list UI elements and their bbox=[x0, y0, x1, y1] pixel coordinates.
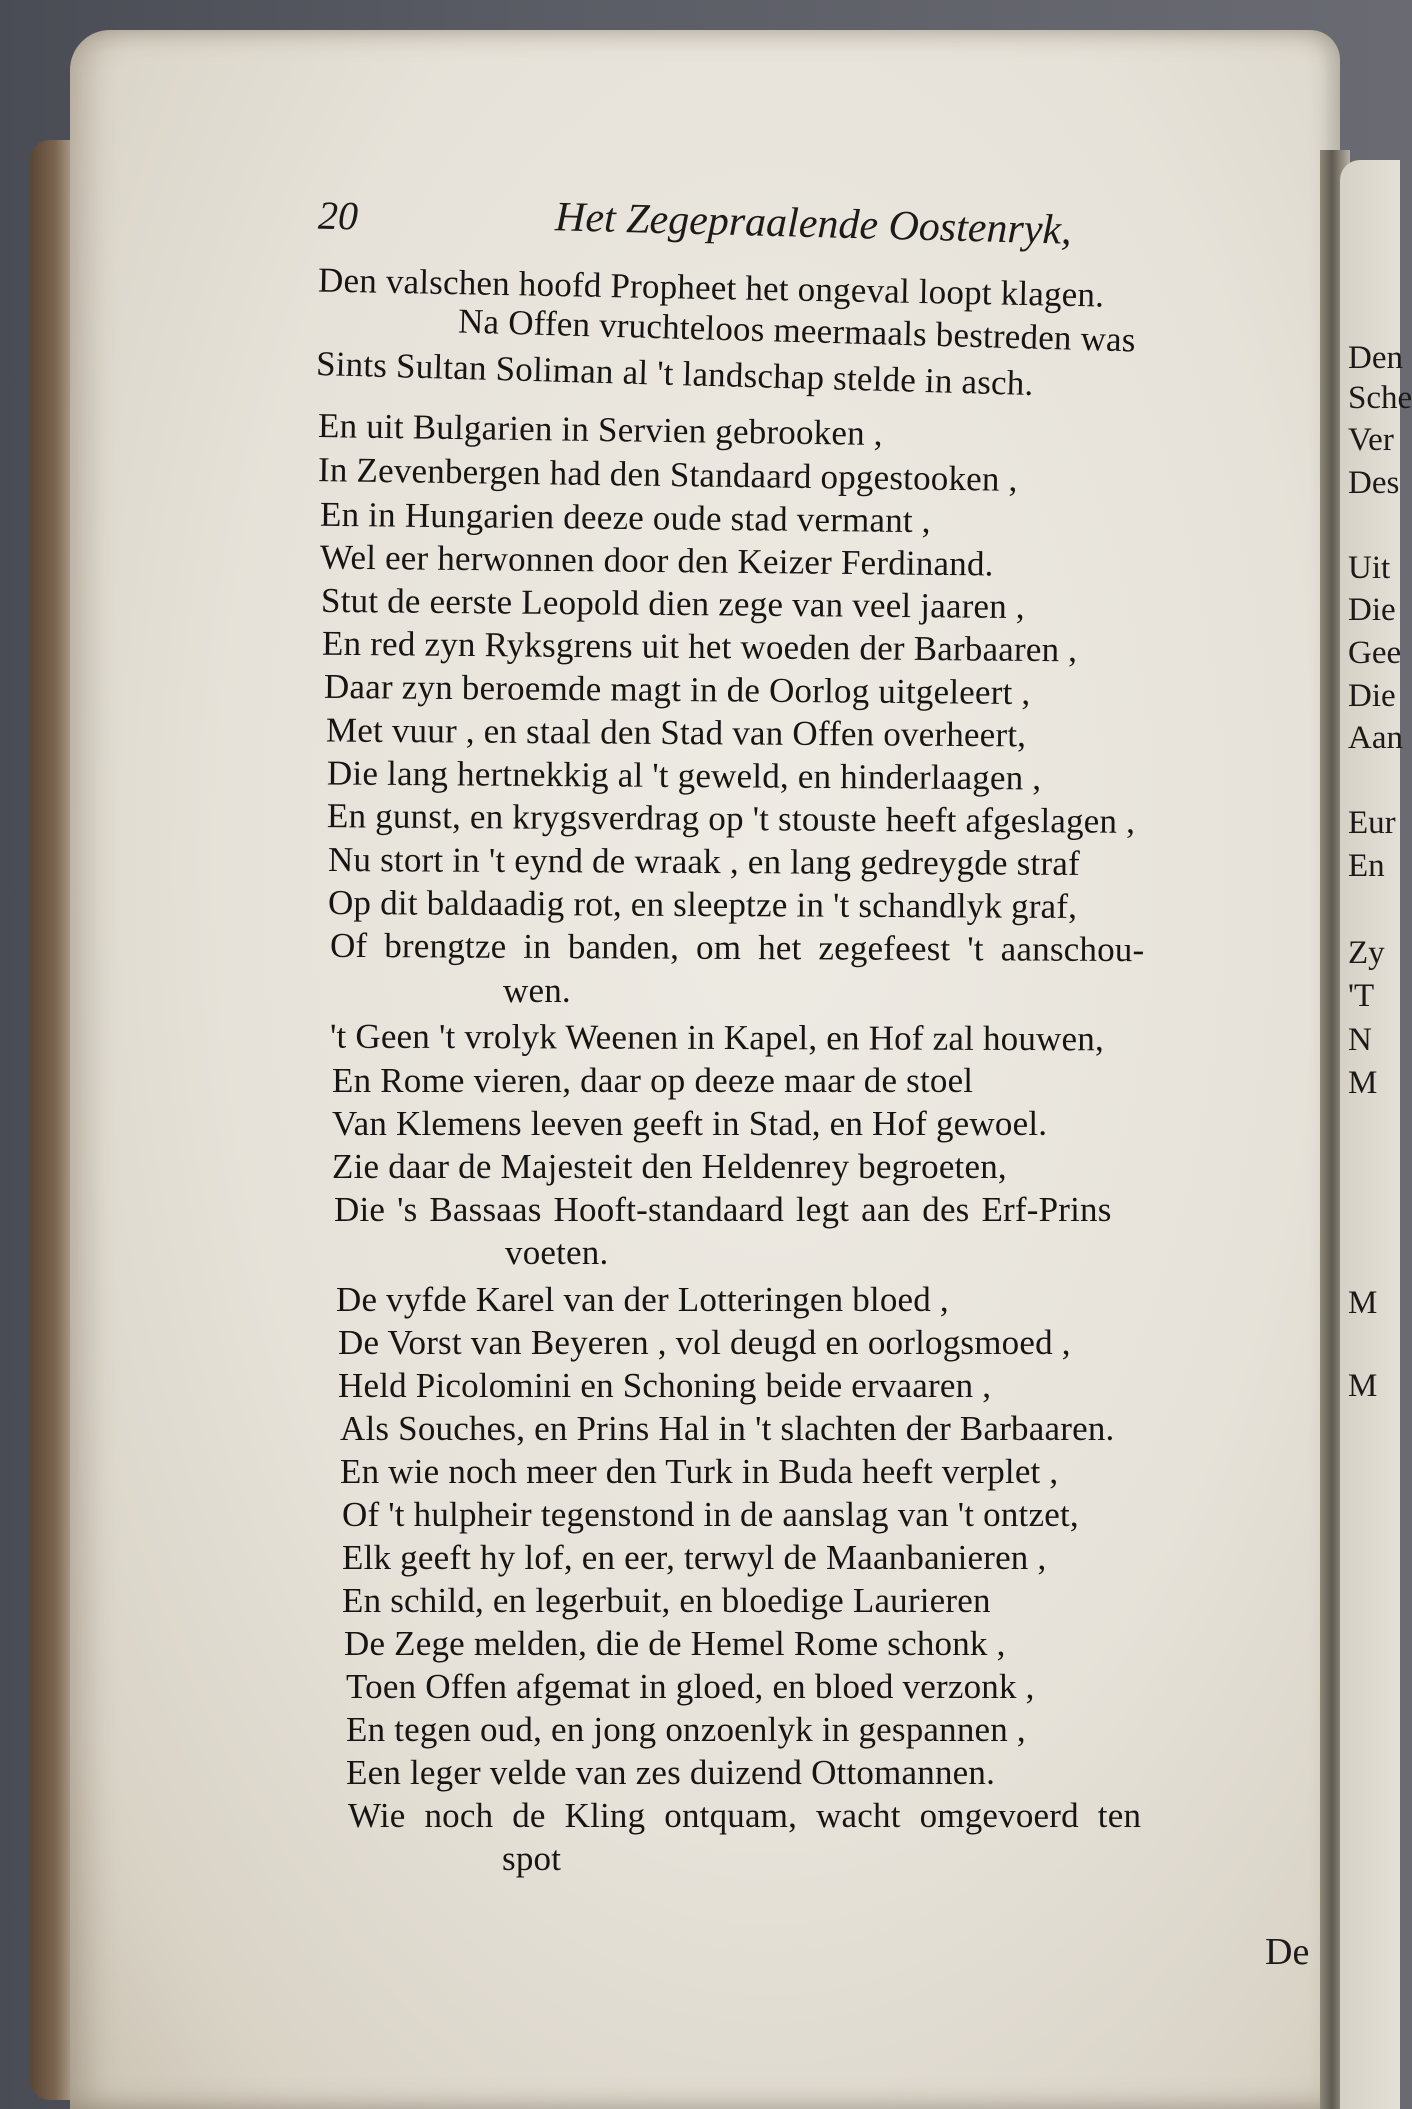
poem-line: En red zyn Ryksgrens uit het woeden der Barbaaren , bbox=[321, 623, 1078, 670]
poem-line: Den valschen hoofd Propheet het ongeval loopt klagen. bbox=[317, 260, 1105, 315]
poem-line: De vyfde Karel van der Lotteringen bloed , bbox=[336, 1280, 949, 1319]
next-page-fragment: M bbox=[1348, 1285, 1378, 1321]
next-page-fragment: Des bbox=[1348, 465, 1400, 501]
next-page-fragment: M bbox=[1348, 1368, 1378, 1404]
next-page-edge bbox=[1340, 160, 1412, 2109]
poem-line: Daar zyn beroemde magt in de Oorlog uitgeleert , bbox=[323, 666, 1031, 713]
poem-line: Die 's Bassaas Hooft-standaard legt aan des Erf-Prins bbox=[334, 1190, 1112, 1229]
next-page-fragment: Uit bbox=[1348, 550, 1391, 586]
poem-line: Stut de eerste Leopold dien zege van veel jaaren , bbox=[320, 580, 1026, 627]
poem-line: Elk geeft hy lof, en eer, terwyl de Maanbanieren , bbox=[342, 1538, 1047, 1577]
poem-line: En Rome vieren, daar op deeze maar de stoel bbox=[332, 1061, 974, 1100]
poem-line: Held Picolomini en Schoning beide ervaaren , bbox=[338, 1366, 992, 1405]
poem-line: De Vorst van Beyeren , vol deugd en oorlogsmoed , bbox=[338, 1323, 1071, 1362]
running-head: Het Zegepraalende Oostenryk, bbox=[554, 194, 1073, 254]
next-page-fragment: En bbox=[1348, 848, 1385, 884]
poem-line: Nu stort in 't eynd de wraak , en lang gedreygde straf bbox=[327, 840, 1080, 883]
next-page-fragment: 'T bbox=[1348, 978, 1375, 1014]
next-page-fragment: Eur bbox=[1348, 805, 1396, 841]
poem-line: Een leger velde van zes duizend Ottomannen. bbox=[346, 1753, 996, 1792]
poem-line: voeten. bbox=[505, 1233, 609, 1272]
poem-line: En schild, en legerbuit, en bloedige Laurieren bbox=[342, 1581, 991, 1620]
poem-line: Na Offen vruchteloos meermaals bestreden was bbox=[457, 301, 1137, 360]
poem-line: En gunst, en krygsverdrag op 't stouste heeft afgeslagen , bbox=[326, 796, 1136, 841]
poem-line: Op dit baldaadig rot, en sleeptze in 't schandlyk graf, bbox=[327, 883, 1078, 926]
poem-line: Of brengtze in banden, om het zegefeest 't aanschou- bbox=[329, 925, 1145, 970]
next-page-fragment: Den bbox=[1348, 340, 1403, 376]
poem-line: Wel eer herwonnen door den Keizer Ferdinand. bbox=[319, 537, 994, 584]
poem-line: En wie noch meer den Turk in Buda heeft verplet , bbox=[340, 1452, 1059, 1491]
poem-line: En in Hungarien deeze oude stad vermant , bbox=[319, 494, 931, 541]
poem-line: Met vuur , en staal den Stad van Offen overheert, bbox=[325, 710, 1027, 755]
poem-line: En uit Bulgarien in Servien gebrooken , bbox=[317, 406, 884, 453]
poem-line: Als Souches, en Prins Hal in 't slachten der Barbaaren. bbox=[340, 1409, 1115, 1448]
poem-line: De Zege melden, die de Hemel Rome schonk , bbox=[344, 1624, 1006, 1663]
poem-line: Zie daar de Majesteit den Heldenrey begroeten, bbox=[332, 1147, 1007, 1186]
poem-line: Die lang hertnekkig al 't geweld, en hinderlaagen , bbox=[326, 753, 1042, 798]
poem-line: Toen Offen afgemat in gloed, en bloed verzonk , bbox=[346, 1667, 1035, 1706]
page-number: 20 bbox=[317, 192, 359, 239]
next-page-fragment: Die bbox=[1348, 678, 1396, 714]
next-page-fragment: Ver bbox=[1348, 422, 1394, 458]
poem-line: Sints Sultan Soliman al 't landschap stelde in asch. bbox=[315, 343, 1035, 404]
next-page-fragment: Zy bbox=[1348, 935, 1385, 971]
next-page-fragment: M bbox=[1348, 1065, 1378, 1101]
poem-line: Van Klemens leeven geeft in Stad, en Hof gewoel. bbox=[332, 1104, 1048, 1143]
next-page-fragment: Die bbox=[1348, 592, 1396, 628]
poem-line: wen. bbox=[503, 971, 571, 1010]
poem-line: spot bbox=[502, 1839, 562, 1878]
next-page-fragment: Aan bbox=[1348, 720, 1403, 756]
poem-line: 't Geen 't vrolyk Weenen in Kapel, en Hof zal houwen, bbox=[329, 1016, 1105, 1059]
next-page-fragment: N bbox=[1348, 1022, 1372, 1058]
poem-line: Wie noch de Kling ontquam, wacht omgevoerd ten bbox=[348, 1796, 1142, 1835]
next-page-fragment: Sche bbox=[1348, 380, 1412, 416]
poem-line: Of 't hulpheir tegenstond in de aanslag van 't ontzet, bbox=[342, 1495, 1079, 1534]
next-page-fragment: Gee bbox=[1348, 635, 1402, 671]
poem-line: In Zevenbergen had den Standaard opgestooken , bbox=[317, 450, 1018, 499]
poem-line: En tegen oud, en jong onzoenlyk in gespannen , bbox=[346, 1710, 1026, 1749]
catchword: De bbox=[1265, 1931, 1310, 1973]
